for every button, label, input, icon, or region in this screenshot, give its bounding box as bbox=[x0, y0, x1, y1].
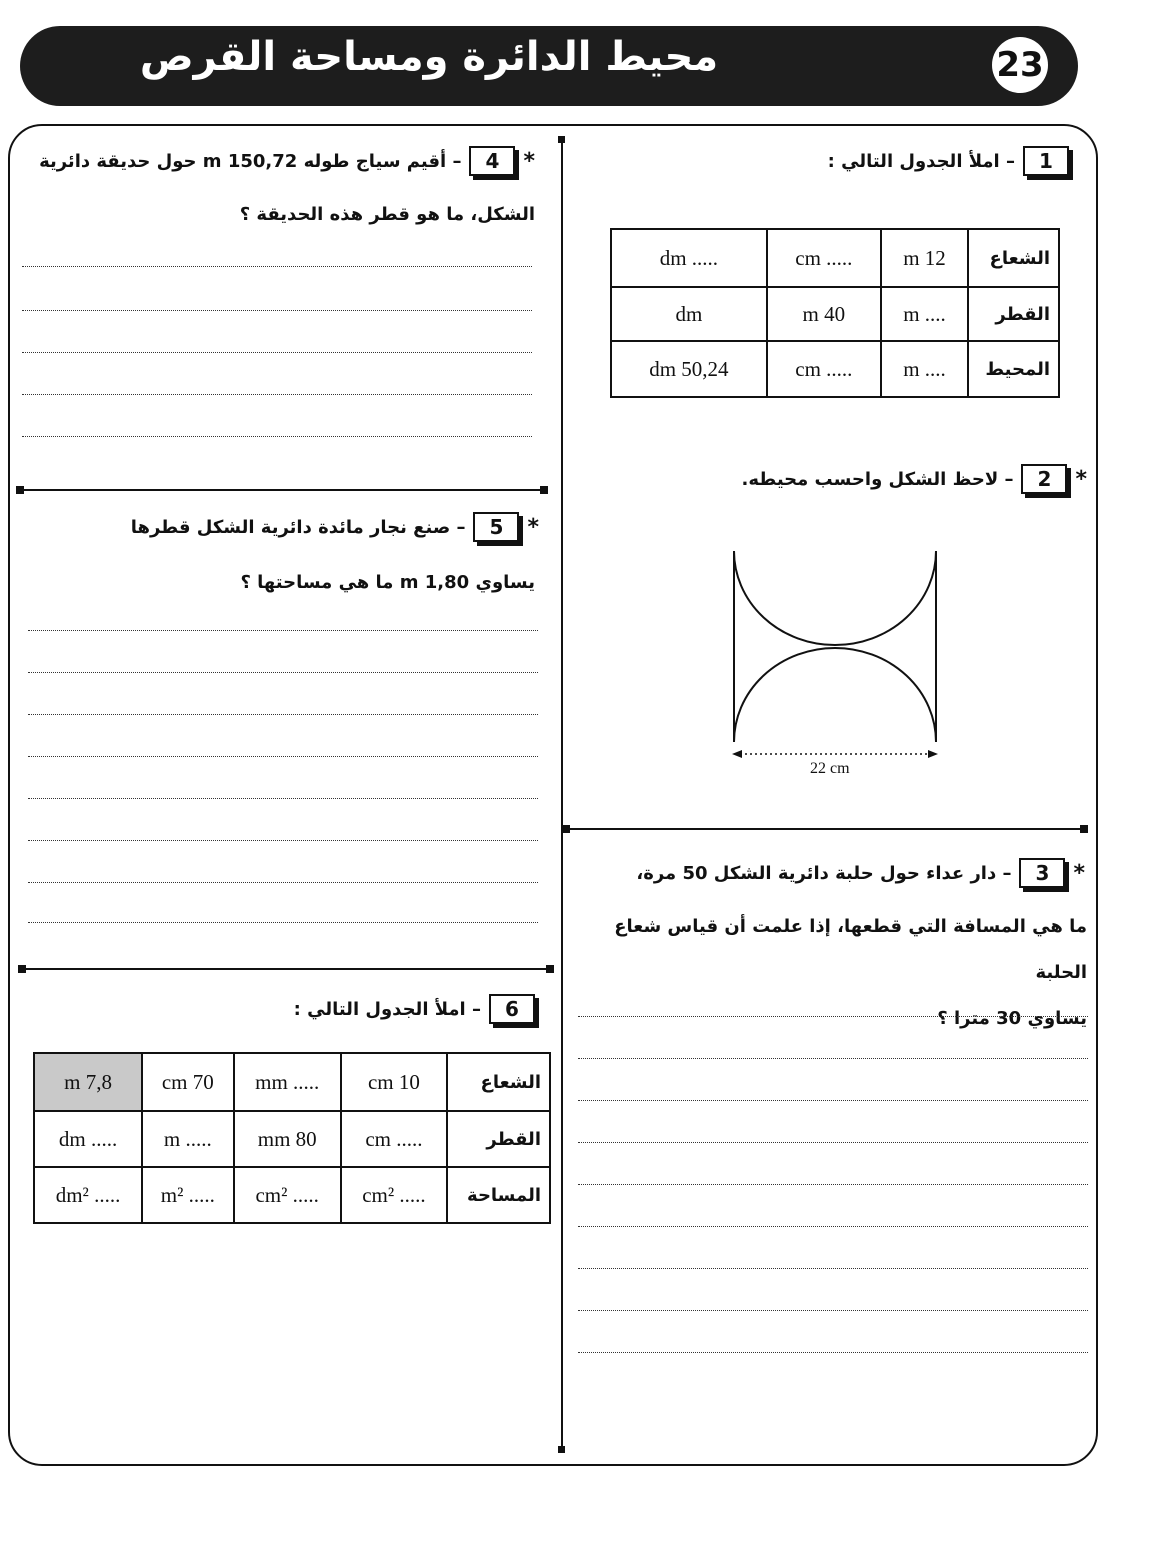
answer-line bbox=[28, 714, 538, 715]
q1-row-label: المحيط bbox=[968, 341, 1059, 397]
divider-q2-q3 bbox=[566, 828, 1084, 830]
q1-cell: 40 m bbox=[767, 287, 881, 341]
q6-row-label: المساحة bbox=[447, 1167, 550, 1223]
q2-prompt: – لاحظ الشكل واحسب محيطه. bbox=[741, 468, 1014, 490]
q1-number: 1 bbox=[1023, 146, 1069, 176]
answer-line bbox=[28, 882, 538, 883]
q6-row-diameter bbox=[34, 1111, 550, 1167]
divider-end-bottom bbox=[558, 1446, 565, 1453]
answer-line bbox=[22, 310, 532, 311]
q3-text bbox=[567, 904, 1087, 1042]
q6-row-radius bbox=[34, 1053, 550, 1111]
q6-row-area bbox=[34, 1167, 550, 1223]
q3-line-3: يساوي 30 مترا ؟ bbox=[937, 1008, 1087, 1029]
answer-line bbox=[578, 1310, 1088, 1311]
answer-line bbox=[578, 1142, 1088, 1143]
star-icon: * bbox=[1075, 466, 1087, 492]
q6-cell: ..... cm bbox=[341, 1111, 447, 1167]
header-banner bbox=[20, 26, 1078, 106]
q2-header bbox=[742, 464, 1087, 494]
answer-line bbox=[22, 436, 532, 437]
q5-text bbox=[35, 560, 535, 606]
q6-cell: ..... cm² bbox=[341, 1167, 447, 1223]
q1-cell: ..... cm bbox=[767, 341, 881, 397]
q5-number: 5 bbox=[473, 512, 519, 542]
page-title: محيط الدائرة ومساحة القرص bbox=[139, 34, 719, 80]
divider-end-top bbox=[558, 136, 565, 143]
q1-cell: 12 m bbox=[881, 229, 968, 287]
answer-line bbox=[578, 1016, 1088, 1017]
q6-prompt: – املأ الجدول التالي : bbox=[293, 998, 481, 1020]
q2-number: 2 bbox=[1021, 464, 1067, 494]
q6-cell: 7,8 m bbox=[34, 1053, 142, 1111]
star-icon: * bbox=[527, 514, 539, 540]
q1-row-label: الشعاع bbox=[968, 229, 1059, 287]
q2-figure-semicircles bbox=[720, 546, 956, 782]
answer-line bbox=[28, 630, 538, 631]
q6-number: 6 bbox=[489, 994, 535, 1024]
divider-q4-q5 bbox=[20, 489, 544, 491]
q3-header bbox=[636, 858, 1085, 888]
q3-line-2: ما هي المسافة التي قطعها، إذا علمت أن قياس شعاع الحلبة bbox=[614, 916, 1087, 983]
answer-line bbox=[578, 1184, 1088, 1185]
answer-line bbox=[578, 1226, 1088, 1227]
q4-text bbox=[35, 192, 535, 238]
star-icon: * bbox=[523, 148, 535, 174]
q1-header bbox=[828, 146, 1069, 176]
q5-header bbox=[131, 512, 539, 542]
q6-cell: 70 cm bbox=[142, 1053, 234, 1111]
q1-prompt: – املأ الجدول التالي : bbox=[827, 150, 1015, 172]
star-icon: * bbox=[1073, 860, 1085, 886]
answer-line bbox=[22, 394, 532, 395]
page-number-badge: 23 bbox=[992, 37, 1048, 93]
q1-cell: .... m bbox=[881, 341, 968, 397]
q1-cell: ..... cm bbox=[767, 229, 881, 287]
q5-line-1: – صنع نجار مائدة دائرية الشكل قطرها bbox=[130, 516, 466, 538]
q1-cell: .... m bbox=[881, 287, 968, 341]
q6-header bbox=[294, 994, 535, 1024]
answer-line bbox=[28, 756, 538, 757]
answer-line bbox=[28, 672, 538, 673]
q3-line-1: – دار عداء حول حلبة دائرية الشكل 50 مرة، bbox=[636, 862, 1012, 884]
answer-line bbox=[578, 1352, 1088, 1353]
q6-cell: ..... mm bbox=[234, 1053, 341, 1111]
answer-line bbox=[28, 798, 538, 799]
q1-row-radius bbox=[611, 229, 1059, 287]
q4-header bbox=[39, 146, 535, 176]
q2-figure-label: 22 cm bbox=[810, 760, 850, 777]
q6-table bbox=[33, 1052, 551, 1224]
q6-row-label: الشعاع bbox=[447, 1053, 550, 1111]
q6-row-label: القطر bbox=[447, 1111, 550, 1167]
q6-cell: ..... m bbox=[142, 1111, 234, 1167]
answer-line bbox=[28, 922, 538, 923]
q3-number: 3 bbox=[1019, 858, 1065, 888]
q1-table bbox=[610, 228, 1060, 398]
q6-cell: ..... dm² bbox=[34, 1167, 142, 1223]
answer-line bbox=[578, 1100, 1088, 1101]
q6-cell: ..... m² bbox=[142, 1167, 234, 1223]
column-divider bbox=[561, 138, 563, 1450]
q5-line-2: يساوي 1,80 m ما هي مساحتها ؟ bbox=[240, 572, 535, 593]
answer-line bbox=[28, 840, 538, 841]
q1-row-diameter bbox=[611, 287, 1059, 341]
q6-cell: ..... cm² bbox=[234, 1167, 341, 1223]
q1-row-circumference bbox=[611, 341, 1059, 397]
q1-cell: 50,24 dm bbox=[611, 341, 767, 397]
q4-number: 4 bbox=[469, 146, 515, 176]
q1-row-label: القطر bbox=[968, 287, 1059, 341]
q6-cell: ..... dm bbox=[34, 1111, 142, 1167]
answer-line bbox=[22, 352, 532, 353]
divider-q5-q6 bbox=[22, 968, 550, 970]
q6-cell: 10 cm bbox=[341, 1053, 447, 1111]
q4-line-2: الشكل، ما هو قطر هذه الحديقة ؟ bbox=[239, 204, 535, 225]
answer-line bbox=[22, 266, 532, 267]
answer-line bbox=[578, 1268, 1088, 1269]
q1-cell: ..... dm bbox=[611, 229, 767, 287]
answer-line bbox=[578, 1058, 1088, 1059]
q4-line-1: – أقيم سياج طوله 150,72 m حول حديقة دائرية bbox=[39, 150, 462, 172]
q1-cell: dm bbox=[611, 287, 767, 341]
q6-cell: 80 mm bbox=[234, 1111, 341, 1167]
